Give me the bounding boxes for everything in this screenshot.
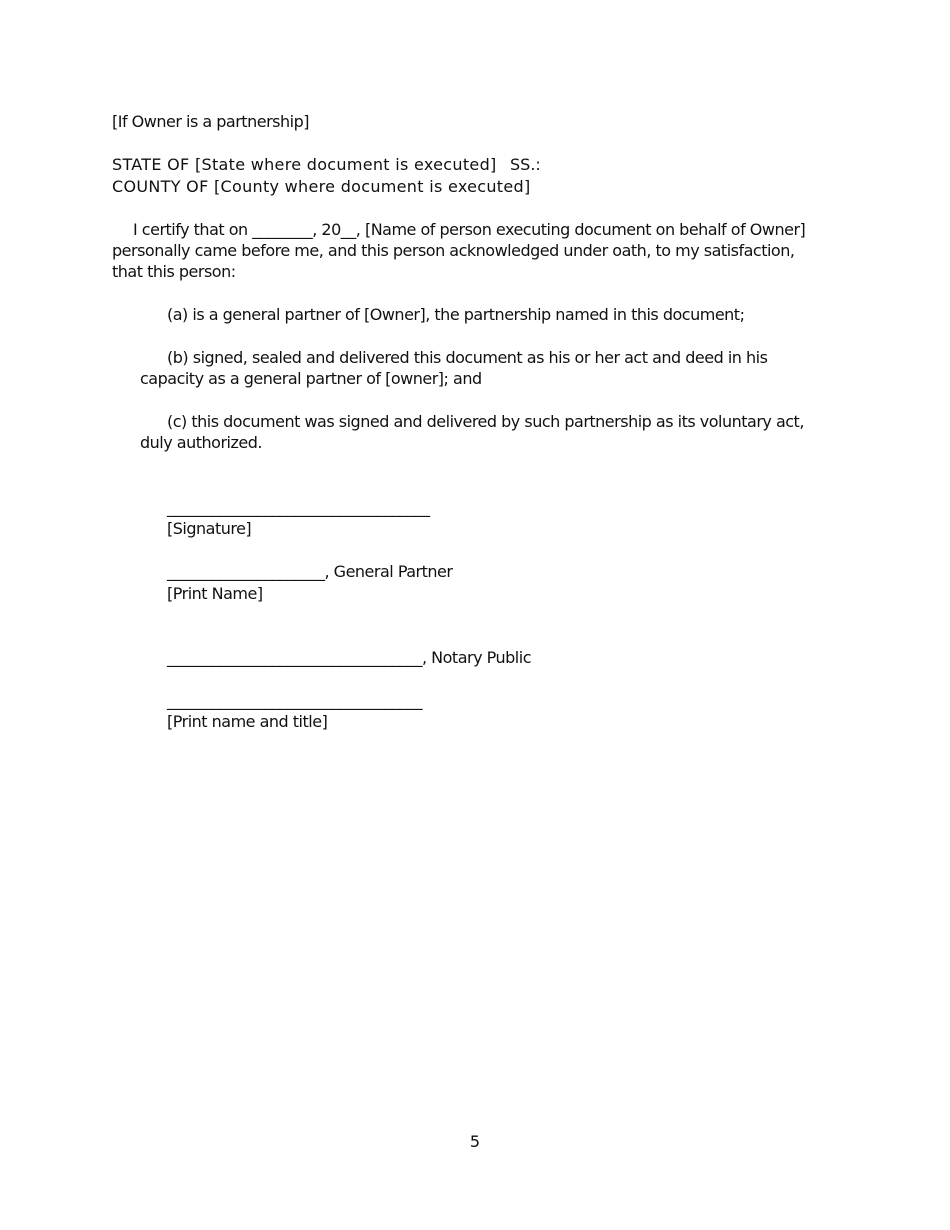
print-name-label: [Print Name] <box>167 584 263 603</box>
county-line: COUNTY OF [County where document is executed] <box>112 177 531 196</box>
page-number: 5 <box>469 1132 481 1151</box>
signature-line: ___________________________________ <box>167 498 430 517</box>
partnership-heading: [If Owner is a partnership] <box>112 112 309 131</box>
item-b: (b) signed, sealed and delivered this document as his or her act and deed in his capacity as a general partner of [owner]; and <box>140 348 768 388</box>
certify-paragraph: I certify that on ________, 20__, [Name of person executing document on behalf of Owner] personally came before me, and this person acknowledged under oath, to my satisfaction, that this person: <box>112 220 806 281</box>
state-line: STATE OF [State where document is executed] <box>112 155 497 174</box>
print-name-line: _____________________, General Partner <box>167 562 453 581</box>
item-c: (c) this document was signed and delivered by such partnership as its voluntary act, duly authorized. <box>140 412 804 452</box>
ss-marker: SS.: <box>510 155 541 174</box>
item-a: (a) is a general partner of [Owner], the partnership named in this document; <box>167 305 745 324</box>
notary-name-label: [Print name and title] <box>167 712 328 731</box>
signature-label: [Signature] <box>167 519 252 538</box>
notary-name-line: __________________________________ <box>167 691 422 710</box>
notary-line: __________________________________, Notary Public <box>167 648 531 667</box>
